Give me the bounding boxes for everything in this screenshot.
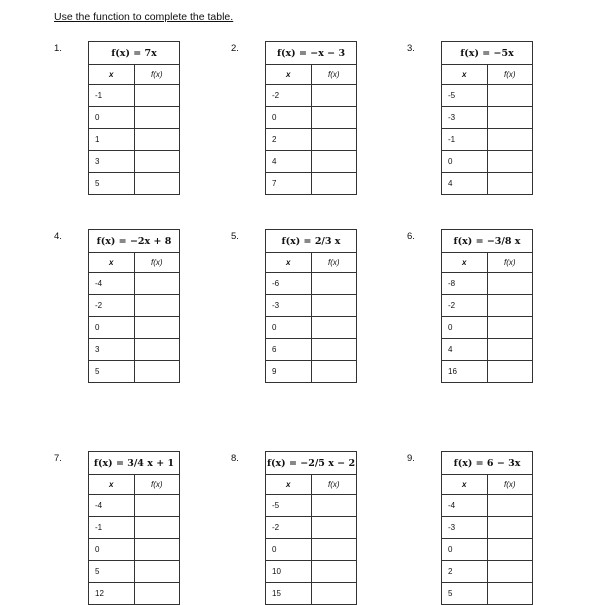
problem-number: 9. <box>407 453 415 464</box>
problem-7 <box>54 451 180 605</box>
fx-answer-cell[interactable] <box>487 317 533 339</box>
x-value-cell: 0 <box>89 539 135 561</box>
table-row <box>442 85 533 107</box>
table-row <box>89 517 180 539</box>
x-value-cell: 5 <box>89 173 135 195</box>
function-table <box>88 229 180 383</box>
x-value-cell: -1 <box>89 517 135 539</box>
x-value-cell: 2 <box>442 561 488 583</box>
function-title: f(x) = 7x <box>89 42 180 65</box>
table-row <box>89 173 180 195</box>
fx-answer-cell[interactable] <box>134 107 180 129</box>
problem-number: 2. <box>231 43 239 54</box>
x-value-cell: 6 <box>266 339 312 361</box>
fx-answer-cell[interactable] <box>487 151 533 173</box>
column-header-fx: f(x) <box>487 65 533 85</box>
fx-answer-cell[interactable] <box>134 85 180 107</box>
fx-answer-cell[interactable] <box>134 495 180 517</box>
table-row <box>89 295 180 317</box>
fx-answer-cell[interactable] <box>487 129 533 151</box>
column-header-x: x <box>89 475 135 495</box>
fx-answer-cell[interactable] <box>487 273 533 295</box>
table-row <box>442 151 533 173</box>
x-value-cell: 5 <box>89 361 135 383</box>
problem-1 <box>54 41 180 195</box>
table-row <box>266 129 357 151</box>
fx-answer-cell[interactable] <box>487 517 533 539</box>
function-title: f(x) = −2x + 8 <box>89 230 180 253</box>
function-table <box>441 41 533 195</box>
x-value-cell: 0 <box>266 539 312 561</box>
x-value-cell: 0 <box>266 317 312 339</box>
table-row <box>442 539 533 561</box>
fx-answer-cell[interactable] <box>134 295 180 317</box>
fx-answer-cell[interactable] <box>134 151 180 173</box>
column-header-fx: f(x) <box>134 65 180 85</box>
table-row <box>89 317 180 339</box>
x-value-cell: -4 <box>89 495 135 517</box>
table-row <box>442 339 533 361</box>
table-row <box>442 129 533 151</box>
column-header-fx: f(x) <box>311 65 357 85</box>
fx-answer-cell[interactable] <box>134 583 180 605</box>
x-value-cell: -4 <box>442 495 488 517</box>
table-row <box>266 495 357 517</box>
column-header-x: x <box>89 65 135 85</box>
fx-answer-cell[interactable] <box>487 583 533 605</box>
fx-answer-cell[interactable] <box>134 517 180 539</box>
problem-number: 5. <box>231 231 239 242</box>
problem-5 <box>231 229 357 383</box>
problem-6 <box>407 229 533 383</box>
x-value-cell: 7 <box>266 173 312 195</box>
table-row <box>266 583 357 605</box>
fx-answer-cell[interactable] <box>134 317 180 339</box>
table-row <box>442 317 533 339</box>
problem-2 <box>231 41 357 195</box>
table-row <box>266 85 357 107</box>
table-row <box>442 273 533 295</box>
table-row <box>266 517 357 539</box>
table-row <box>442 107 533 129</box>
table-row <box>89 561 180 583</box>
table-row <box>266 539 357 561</box>
function-title: f(x) = −x − 3 <box>266 42 357 65</box>
problem-9 <box>407 451 533 605</box>
fx-answer-cell[interactable] <box>311 583 357 605</box>
problem-number: 6. <box>407 231 415 242</box>
column-header-fx: f(x) <box>311 475 357 495</box>
function-table <box>88 451 180 605</box>
fx-answer-cell[interactable] <box>311 317 357 339</box>
fx-answer-cell[interactable] <box>311 129 357 151</box>
table-row <box>89 583 180 605</box>
function-title: f(x) = −5x <box>442 42 533 65</box>
fx-answer-cell[interactable] <box>311 361 357 383</box>
x-value-cell: 10 <box>266 561 312 583</box>
x-value-cell: 9 <box>266 361 312 383</box>
column-header-x: x <box>266 253 312 273</box>
x-value-cell: 0 <box>442 317 488 339</box>
fx-answer-cell[interactable] <box>134 339 180 361</box>
function-table <box>265 41 357 195</box>
column-header-fx: f(x) <box>134 475 180 495</box>
column-header-fx: f(x) <box>311 253 357 273</box>
fx-answer-cell[interactable] <box>311 517 357 539</box>
table-row <box>89 85 180 107</box>
column-header-x: x <box>442 253 488 273</box>
column-header-fx: f(x) <box>487 253 533 273</box>
fx-answer-cell[interactable] <box>311 339 357 361</box>
x-value-cell: -6 <box>266 273 312 295</box>
table-row <box>442 517 533 539</box>
table-row <box>442 173 533 195</box>
function-table <box>441 229 533 383</box>
fx-answer-cell[interactable] <box>134 561 180 583</box>
table-row <box>89 129 180 151</box>
fx-answer-cell[interactable] <box>134 361 180 383</box>
fx-answer-cell[interactable] <box>311 85 357 107</box>
function-table <box>88 41 180 195</box>
column-header-fx: f(x) <box>487 475 533 495</box>
fx-answer-cell[interactable] <box>311 107 357 129</box>
table-row <box>89 361 180 383</box>
table-row <box>89 107 180 129</box>
table-row <box>266 107 357 129</box>
function-title: f(x) = 6 − 3x <box>442 452 533 475</box>
problem-8 <box>231 451 357 605</box>
table-row <box>266 173 357 195</box>
fx-answer-cell[interactable] <box>311 273 357 295</box>
problem-number: 7. <box>54 453 62 464</box>
x-value-cell: -8 <box>442 273 488 295</box>
x-value-cell: -2 <box>442 295 488 317</box>
x-value-cell: -3 <box>442 517 488 539</box>
x-value-cell: 4 <box>442 173 488 195</box>
x-value-cell: 0 <box>442 151 488 173</box>
x-value-cell: 0 <box>266 107 312 129</box>
x-value-cell: 4 <box>266 151 312 173</box>
fx-answer-cell[interactable] <box>487 85 533 107</box>
column-header-x: x <box>89 253 135 273</box>
column-header-x: x <box>266 65 312 85</box>
x-value-cell: -2 <box>89 295 135 317</box>
fx-answer-cell[interactable] <box>134 273 180 295</box>
table-row <box>442 361 533 383</box>
table-row <box>89 495 180 517</box>
table-row <box>442 583 533 605</box>
x-value-cell: 1 <box>89 129 135 151</box>
fx-answer-cell[interactable] <box>487 561 533 583</box>
x-value-cell: 5 <box>89 561 135 583</box>
table-row <box>266 339 357 361</box>
function-title: f(x) = −3/8 x <box>442 230 533 253</box>
column-header-fx: f(x) <box>134 253 180 273</box>
function-table <box>265 451 357 605</box>
column-header-x: x <box>442 65 488 85</box>
fx-answer-cell[interactable] <box>134 173 180 195</box>
column-header-x: x <box>442 475 488 495</box>
fx-answer-cell[interactable] <box>487 339 533 361</box>
fx-answer-cell[interactable] <box>134 539 180 561</box>
x-value-cell: -3 <box>266 295 312 317</box>
table-row <box>89 339 180 361</box>
x-value-cell: 4 <box>442 339 488 361</box>
fx-answer-cell[interactable] <box>134 129 180 151</box>
x-value-cell: -1 <box>442 129 488 151</box>
table-row <box>266 561 357 583</box>
x-value-cell: 0 <box>89 317 135 339</box>
table-row <box>442 561 533 583</box>
worksheet-instructions: Use the function to complete the table. <box>54 11 234 23</box>
x-value-cell: 12 <box>89 583 135 605</box>
problem-number: 4. <box>54 231 62 242</box>
fx-answer-cell[interactable] <box>487 361 533 383</box>
table-row <box>266 361 357 383</box>
x-value-cell: 16 <box>442 361 488 383</box>
problem-number: 3. <box>407 43 415 54</box>
x-value-cell: 5 <box>442 583 488 605</box>
fx-answer-cell[interactable] <box>311 151 357 173</box>
x-value-cell: -3 <box>442 107 488 129</box>
fx-answer-cell[interactable] <box>487 495 533 517</box>
fx-answer-cell[interactable] <box>487 107 533 129</box>
x-value-cell: -4 <box>89 273 135 295</box>
x-value-cell: 3 <box>89 339 135 361</box>
column-header-x: x <box>266 475 312 495</box>
fx-answer-cell[interactable] <box>311 495 357 517</box>
table-row <box>89 273 180 295</box>
fx-answer-cell[interactable] <box>487 173 533 195</box>
problem-3 <box>407 41 533 195</box>
table-row <box>442 295 533 317</box>
fx-answer-cell[interactable] <box>311 295 357 317</box>
problem-4 <box>54 229 180 383</box>
problem-number: 8. <box>231 453 239 464</box>
x-value-cell: 2 <box>266 129 312 151</box>
table-row <box>266 151 357 173</box>
fx-answer-cell[interactable] <box>487 539 533 561</box>
x-value-cell: 15 <box>266 583 312 605</box>
table-row <box>89 151 180 173</box>
x-value-cell: -5 <box>442 85 488 107</box>
table-row <box>442 495 533 517</box>
table-row <box>266 273 357 295</box>
function-title: f(x) = 2/3 x <box>266 230 357 253</box>
fx-answer-cell[interactable] <box>311 561 357 583</box>
x-value-cell: 3 <box>89 151 135 173</box>
function-title: f(x) = −2/5 x − 2 <box>266 452 357 475</box>
x-value-cell: 0 <box>442 539 488 561</box>
function-table <box>441 451 533 605</box>
x-value-cell: -5 <box>266 495 312 517</box>
table-row <box>266 295 357 317</box>
fx-answer-cell[interactable] <box>311 539 357 561</box>
fx-answer-cell[interactable] <box>487 295 533 317</box>
x-value-cell: -1 <box>89 85 135 107</box>
function-table <box>265 229 357 383</box>
fx-answer-cell[interactable] <box>311 173 357 195</box>
x-value-cell: 0 <box>89 107 135 129</box>
function-title: f(x) = 3/4 x + 1 <box>89 452 180 475</box>
problem-number: 1. <box>54 43 62 54</box>
table-row <box>89 539 180 561</box>
x-value-cell: -2 <box>266 517 312 539</box>
table-row <box>266 317 357 339</box>
x-value-cell: -2 <box>266 85 312 107</box>
